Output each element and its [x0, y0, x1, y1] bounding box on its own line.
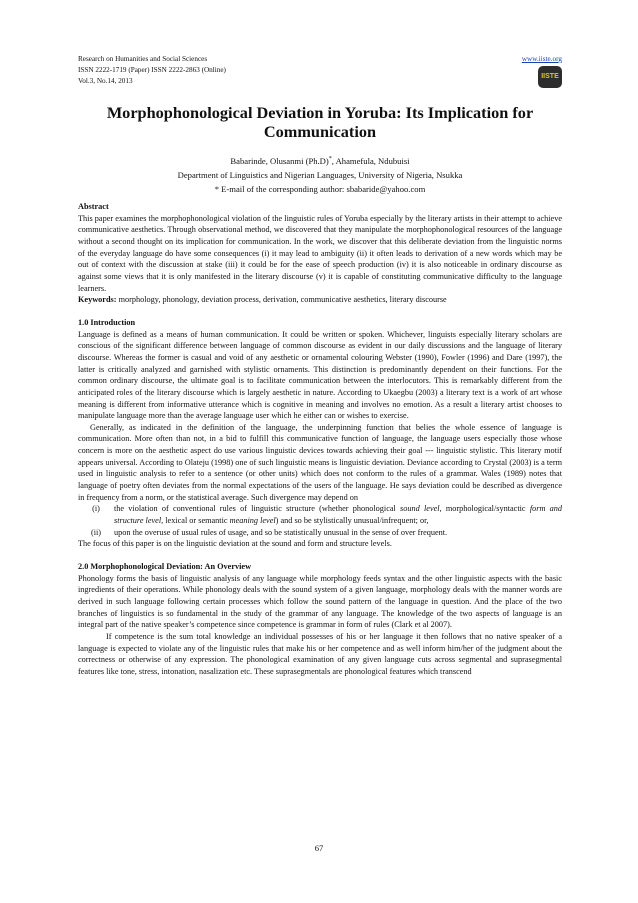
author-email: * E-mail of the corresponding author: sbabaride@yahoo.com [214, 183, 426, 194]
list-item: (i) the violation of conventional rules of linguistic structure (whether phonological sound level, morphological/syntactic form and structure level, lexical or semantic meaning level) and so be stylistically unusual/infrequent; or, [92, 504, 562, 526]
list-item: (ii) upon the overuse of usual rules of usage, and so be statistically unusual in the sense of over frequent. [90, 527, 448, 537]
paper-title: Morphophonological Deviation in Yoruba: Its Implication for Communication [106, 103, 534, 141]
author-names-second: , Ahamefula, Ndubuisi [331, 155, 410, 166]
author-names: Babarinde, Olusanmi (Ph.D) [230, 155, 329, 166]
section-1-heading: 1.0 Introduction [78, 317, 136, 327]
section-1-paragraph-3: The focus of this paper is on the linguistic deviation at the sound and form and structure levels. [78, 539, 392, 549]
keywords-text: morphology, phonology, deviation process, derivation, communicative aesthetics, literary discourse [116, 295, 447, 305]
section-2-heading: 2.0 Morphophonological Deviation: An Overview [78, 562, 252, 572]
journal-header [78, 54, 226, 87]
journal-url-link[interactable]: www.iiste.org [521, 55, 562, 63]
author-affiliation: Department of Linguistics and Nigerian Languages, University of Nigeria, Nsukka [177, 169, 463, 180]
journal-name: Research on Humanities and Social Sciences [78, 55, 208, 63]
page-number: 67 [314, 843, 324, 853]
keywords-label: Keywords: [78, 295, 117, 305]
abstract-text: This paper examines the morphophonological violation of the linguistic rules of Yoruba especially by the literary artists in their attempt to achieve communicative aesthetics. Through observational method, we discovered that they manipulate the morphophonological resources of the language without a second thought on its implication for communication. In the work, we discover that this deliberate deviation from the linguistic norms of the everyday language do have some consequences (i) it may lead to ambiguity (ii) it often leads to derivation of a new words which may be out of context with the discussion at stake (iii) it could be for the ease of speech production (iv) it is also noticeable in ordinary discourse as against some views that it is only manifested in the literary discourse (v) it is capable of constituting communicative difficulty to the language learners. [78, 213, 562, 293]
iiste-logo-icon: IISTE [538, 66, 562, 88]
section-2-paragraph-2: If competence is the sum total knowledge an individual possesses of his or her language it then follows that no native speaker of a language is expected to violate any of the linguistic rules that make his or her competence and as well inform him/her of the judgment about the correctness or otherwise of any expression. The phonological examination of any given language cuts across segmental and suprasegmental features like tone, stress, intonation, nasalization etc. These suprasegmentals are phonological features which transcend [78, 631, 562, 676]
paper-body [78, 201, 562, 678]
journal-volume: Vol.3, No.14, 2013 [78, 77, 133, 85]
author-block: Babarinde, Olusanmi (Ph.D)*, Ahamefula, Ndubuisi Department of Linguistics and Nigerian Languages, University of Nigeria, Nsukka * E-mail of the corresponding author: sbabaride@yahoo.com [78, 152, 562, 196]
abstract-heading: Abstract [78, 202, 109, 211]
keywords-line [78, 294, 562, 306]
section-2-paragraph-1: Phonology forms the basis of linguistic analysis of any language while morphology feeds syntax and the other linguistic aspects with the basic ingredients of their operations. While phonology deals with the sound system of a given language, morphology deals with the manner words are derived in such language following certain processes which follow the sound pattern of the language in question. And the place of the two branches of linguistics is so fundamental in the study of the grammar of any language. The knowledge of the two aspects of language is an integral part of the native speaker’s competence since competence is grammar in form of rules (Clark et al 2007). [78, 573, 562, 630]
section-1-paragraph-2: Generally, as indicated in the definition of the language, the underpinning function that belies the whole essence of language is communication. More often than not, in a bid to fulfill this communicative function of language, the language users especially those whose concern is more on the aesthetic aspect do use various linguistic devices towards achieving their goal --- linguistic stylistic. This literary motif appears universal. According to Olateju (1998) one of such linguistic means is linguistic deviation. Deviance according to Crystal (2003) is a term used in linguistic analysis to refer to a sentence (or other units) which does not conform to the rules of a grammar. Wales (1989) notes that language of poetry often deviates from the normal expectations of the users of the language. He says deviation could be described as divergence in frequency from a norm, or the statistical average. Such divergence may depend on [78, 422, 562, 502]
journal-issn: ISSN 2222-1719 (Paper) ISSN 2222-2863 (Online) [78, 66, 226, 74]
section-1-paragraph-1: Language is defined as a means of human communication. It could be written or spoken. Whichever, linguists especially literary scholars are conscious of the significant difference between language of common discourse as evident in our daily discussions and the language of literary discourse. Whereas the former is casual and void of any aesthetic or ornamental colouring Webster (1990), Fowler (1996) and Dare (1997), the latter is critically analyzed and garnished with stylistic ornaments. This distinction is predominantly dependent on their functions. For the common ordinary discourse, the ultimate goal is to facilitate communication between the interlocutors. This is remarkably different from the anticipated roles of the literary discourse which is largely aesthetic in nature. According to Ukaegbu (2003) a literary text is a work of art whose meaning is different from informative utterance which is cognitive in meaning and involves no emotion. As a result a literary artist chooses to manipulate language more than the average language user which he either can or wishes to exercise. [78, 329, 562, 421]
